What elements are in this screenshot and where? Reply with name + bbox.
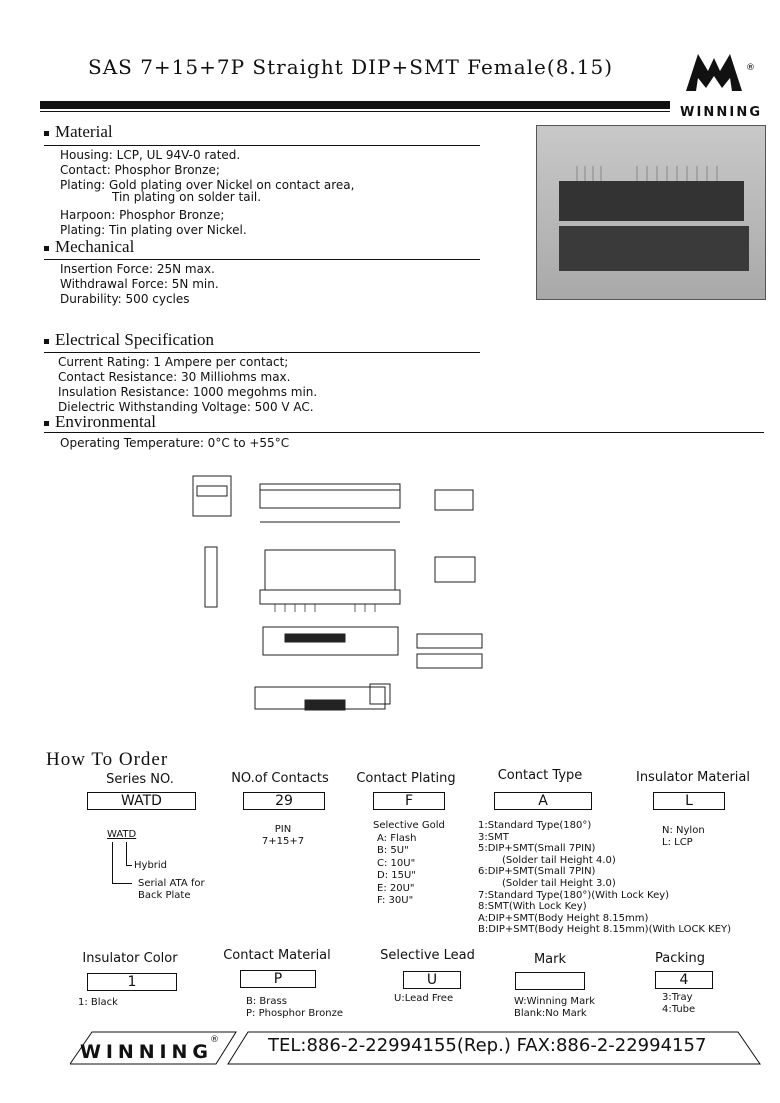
winning-logo	[678, 46, 768, 120]
header-bar	[40, 101, 670, 109]
series-box: WATD	[87, 792, 196, 810]
electrical-item: Current Rating: 1 Ampere per contact;	[58, 355, 289, 369]
material-item: Harpoon: Phosphor Bronze;	[60, 208, 225, 222]
material-heading: Material	[44, 122, 113, 142]
mark-label: Mark	[533, 952, 567, 967]
series-hybrid: Hybrid	[134, 860, 168, 871]
material-item: Plating: Gold plating over Nickel on contact area,	[60, 178, 355, 192]
svg-text:WINNING: WINNING	[680, 105, 760, 120]
plating-box: F	[373, 792, 445, 810]
mechanical-heading: Mechanical	[44, 237, 134, 257]
mechanical-item: Withdrawal Force: 5N min.	[60, 277, 219, 291]
material-item: Contact: Phosphor Bronze;	[60, 163, 220, 177]
electrical-item: Insulation Resistance: 1000 megohms min.	[58, 385, 318, 399]
series-code: WATD	[107, 829, 137, 840]
svg-text:®: ®	[210, 1035, 219, 1045]
svg-text:®: ®	[746, 63, 755, 73]
contacts-box: 29	[243, 792, 325, 810]
series-desc: Back Plate	[138, 890, 191, 901]
contact-type-notes: 1:Standard Type(180°) 3:SMT 5:DIP+SMT(Small 7PIN) (Solder tail Height 4.0) 6:DIP+SMT(Small 7PIN) (Solder tail Height 3.0) 7:Standard Type(180°)(With Lock Key) 8:SMT(With Lock Key) A:DIP+SMT(Body Height 8.15mm) B:DIP+SMT(Body Height 8.15mm)(With LOCK KEY)	[478, 820, 732, 936]
series-desc: Serial ATA for	[138, 878, 205, 889]
material-item: Tin plating on solder tail.	[112, 190, 262, 204]
insulator-color-box: 1	[87, 973, 177, 991]
insulator-material-notes: N: Nylon L: LCP	[662, 825, 705, 848]
electrical-item: Contact Resistance: 30 Milliohms max.	[58, 370, 291, 384]
contact-material-label: Contact Material	[223, 948, 331, 963]
footer-contact: TEL:886-2-22994155(Rep.) FAX:886-2-22994157	[268, 1035, 707, 1056]
material-item: Plating: Tin plating over Nickel.	[60, 223, 247, 237]
product-photo	[536, 125, 766, 300]
contact-type-box: A	[494, 792, 592, 810]
packing-notes: 3:Tray 4:Tube	[662, 992, 696, 1015]
insulator-material-box: L	[653, 792, 725, 810]
environmental-heading: Environmental	[44, 412, 156, 432]
plating-label: Contact Plating	[356, 771, 456, 786]
selective-lead-box: U	[403, 971, 461, 989]
packing-box: 4	[655, 971, 713, 989]
mechanical-item: Insertion Force: 25N max.	[60, 262, 215, 276]
selective-lead-note: U:Lead Free	[394, 993, 454, 1004]
selective-lead-label: Selective Lead	[380, 948, 475, 963]
environmental-item: Operating Temperature: 0°C to +55°C	[60, 436, 290, 450]
series-label: Series NO.	[106, 772, 174, 787]
divider	[40, 111, 670, 112]
contact-material-box: P	[240, 970, 316, 988]
contact-type-label: Contact Type	[497, 768, 583, 783]
mark-box	[515, 972, 585, 990]
mark-notes: W:Winning Mark Blank:No Mark	[514, 996, 596, 1019]
page-title: SAS 7+15+7P Straight DIP+SMT Female(8.15)	[88, 55, 614, 79]
insulator-material-label: Insulator Material	[635, 770, 750, 785]
plating-notes: Selective Gold A: Flash B: 5U" C: 10U" D: 15U" E: 20U" F: 30U"	[373, 820, 445, 906]
contacts-notes: PIN 7+15+7	[261, 824, 305, 847]
contact-material-notes: B: Brass P: Phosphor Bronze	[246, 996, 343, 1019]
electrical-heading: Electrical Specification	[44, 330, 214, 350]
insulator-color-note: 1: Black	[78, 997, 118, 1008]
insulator-color-label: Insulator Color	[82, 951, 178, 966]
contacts-label: NO.of Contacts	[231, 771, 329, 786]
order-heading: How To Order	[46, 749, 169, 770]
svg-text:WINNING: WINNING	[80, 1041, 208, 1063]
mechanical-item: Durability: 500 cycles	[60, 292, 190, 306]
material-item: Housing: LCP, UL 94V-0 rated.	[60, 148, 241, 162]
packing-label: Packing	[654, 951, 705, 966]
electrical-item: Dielectric Withstanding Voltage: 500 V AC.	[58, 400, 314, 414]
technical-drawing	[185, 462, 495, 737]
